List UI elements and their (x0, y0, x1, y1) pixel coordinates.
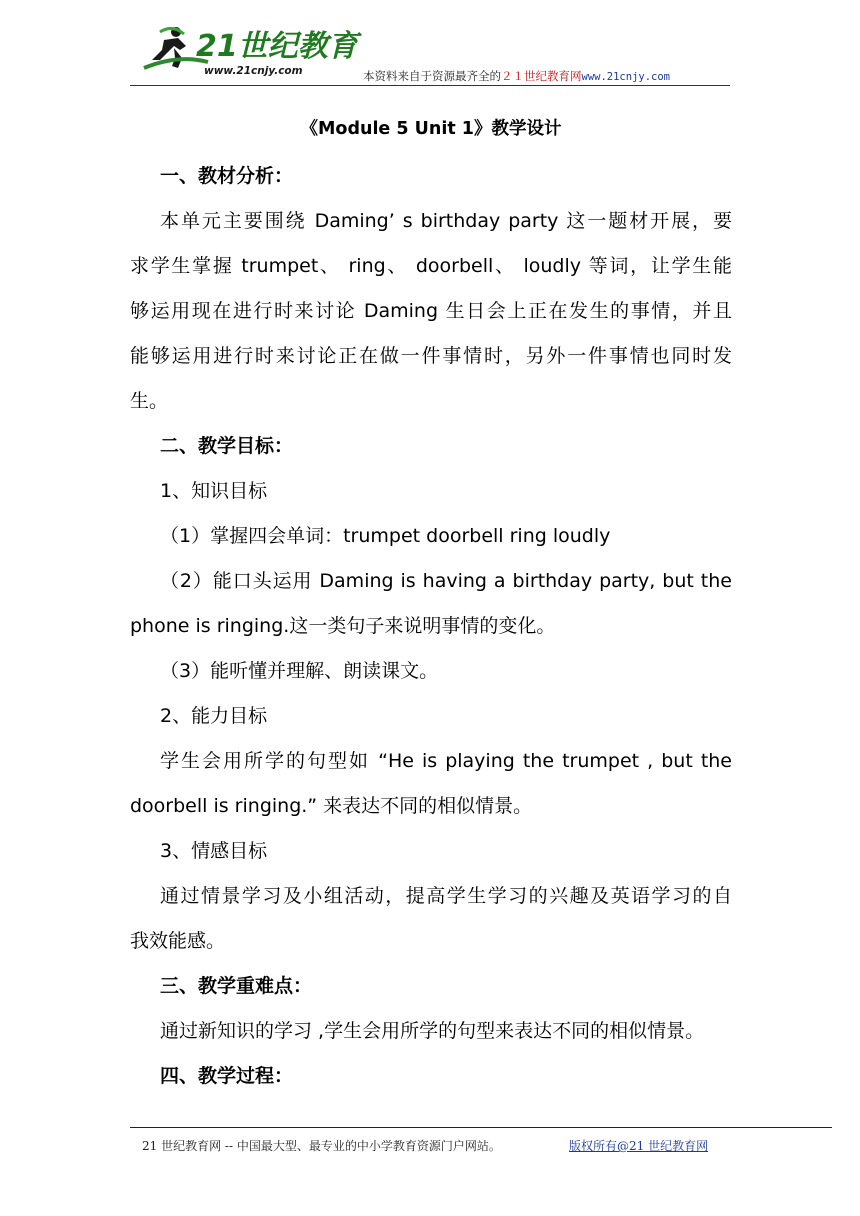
list-item: （3）能听懂并理解、朗读课文。 (160, 660, 439, 682)
list-item: （1）掌握四会单词：trumpet doorbell ring loudly (160, 525, 611, 547)
section-heading: 二、教学目标： (160, 435, 294, 457)
svg-text:21世纪教育: 21世纪教育 (196, 29, 358, 64)
footer-divider (130, 1127, 832, 1128)
subheading: 2、能力目标 (160, 705, 268, 727)
footer-left-text: 21 世纪教育网 -- 中国最大型、最专业的中小学教育资源门户网站。 (142, 1139, 501, 1153)
paragraph-line: doorbell is ringing.” 来表达不同的相似情景。 (130, 795, 533, 817)
document-body (130, 114, 732, 1099)
copyright-link[interactable]: 版权所有@21 世纪教育网 (569, 1139, 709, 1153)
paragraph-line: 通过新知识的学习 ,学生会用所学的句型来表达不同的相似情景。 (160, 1020, 705, 1042)
site-logo (138, 20, 358, 80)
header-note (363, 68, 670, 84)
list-item: （2）能口头运用 Daming is having a birthday party, but the (160, 570, 732, 592)
header-note-site: ２１世纪教育网 (501, 69, 582, 83)
header-divider (130, 85, 730, 86)
section-heading: 三、教学重难点： (160, 975, 313, 997)
svg-text:www.21cnjy.com: www.21cnjy.com (204, 65, 303, 77)
subheading: 3、情感目标 (160, 840, 268, 862)
subheading: 1、知识目标 (160, 480, 268, 502)
paragraph-line: 生。 (130, 390, 169, 412)
page-footer (142, 1137, 709, 1154)
paragraph-line: 能够运用进行时来讨论正在做一件事情时，另外一件事情也同时发 (130, 345, 732, 367)
paragraph-line: 通过情景学习及小组活动，提高学生学习的兴趣及英语学习的自 (160, 885, 732, 907)
paragraph-line: 求学生掌握 trumpet、 ring、 doorbell、 loudly 等词，让学生能 (130, 255, 732, 277)
header-note-prefix: 本资料来自于资源最齐全的 (363, 69, 501, 83)
paragraph-line: 本单元主要围绕 Daming’ s birthday party 这一题材开展，要 (160, 210, 732, 232)
paragraph-line: 够运用现在进行时来讨论 Daming 生日会上正在发生的事情，并且 (130, 300, 732, 322)
section-heading: 四、教学过程： (160, 1065, 294, 1087)
section-heading: 一、教材分析： (160, 165, 294, 187)
paragraph-line: 学生会用所学的句型如 “He is playing the trumpet , but the (160, 750, 732, 772)
document-title: 《Module 5 Unit 1》教学设计 (300, 119, 562, 139)
header-note-url[interactable]: www.21cnjy.com (581, 71, 671, 83)
list-item: phone is ringing.这一类句子来说明事情的变化。 (130, 615, 556, 637)
paragraph-line: 我效能感。 (130, 930, 226, 952)
page-header (130, 20, 730, 86)
